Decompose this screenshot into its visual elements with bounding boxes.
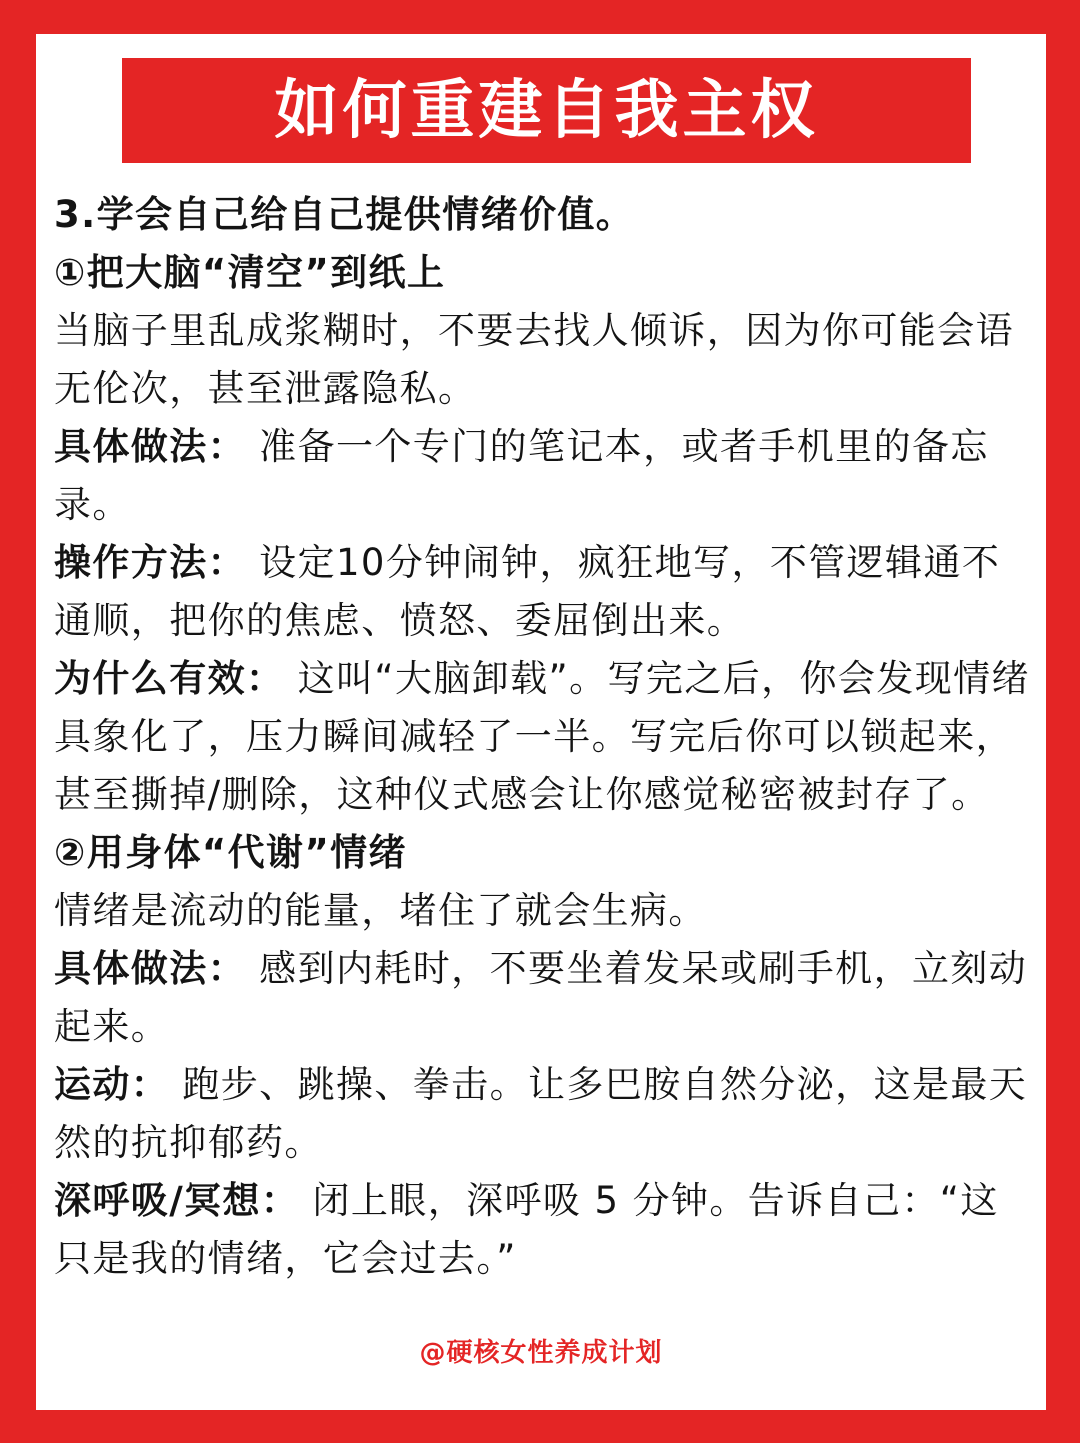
part2-sport-text: 跑步、跳操、拳击。让多巴胺自然分泌，这是最天然的抗抑郁药。 (54, 1063, 1028, 1164)
part1-method-text: 设定10分钟闹钟，疯狂地写，不管逻辑通不通顺，把你的焦虑、愤怒、委屈倒出来。 (54, 541, 1001, 642)
part1-why-label: 为什么有效： (54, 657, 285, 700)
part2-how-paragraph (54, 940, 1034, 1056)
part2-heading: ②用身体“代谢”情绪 (54, 831, 407, 874)
part1-heading: ①把大脑“清空”到纸上 (54, 251, 446, 294)
title-banner (122, 58, 971, 163)
part1-how-paragraph (54, 418, 1034, 534)
part1-why-text: 这叫“大脑卸载”。写完之后，你会发现情绪具象化了，压力瞬间减轻了一半。写完后你可以锁起来，甚至撕掉/删除，这种仪式感会让你感觉秘密被封存了。 (54, 657, 1030, 816)
part2-breath-paragraph (54, 1172, 1034, 1288)
part2-breath-label: 深呼吸/冥想： (54, 1179, 300, 1222)
part1-intro: 当脑子里乱成浆糊时，不要去找人倾诉，因为你可能会语无伦次，甚至泄露隐私。 (54, 309, 1014, 410)
part1-method-paragraph (54, 534, 1034, 650)
part1-why-paragraph (54, 650, 1034, 824)
page-title: 如何重建自我主权 (274, 73, 819, 148)
section-heading: 3.学会自己给自己提供情绪价值。 (54, 193, 635, 236)
part1-how-text: 准备一个专门的笔记本，或者手机里的备忘录。 (54, 425, 989, 526)
part1-method-label: 操作方法： (54, 541, 246, 584)
part2-sport-paragraph (54, 1056, 1034, 1172)
content-card (36, 34, 1046, 1410)
part2-breath-text: 闭上眼，深呼吸 5 分钟。告诉自己：“这只是我的情绪，它会过去。” (54, 1179, 999, 1280)
part2-how-label: 具体做法： (54, 947, 246, 990)
part2-how-text: 感到内耗时，不要坐着发呆或刷手机，立刻动起来。 (54, 947, 1028, 1048)
part2-intro: 情绪是流动的能量，堵住了就会生病。 (54, 889, 707, 932)
author-watermark: @硬核女性养成计划 (419, 1338, 663, 1368)
part2-sport-label: 运动： (54, 1063, 170, 1106)
part1-how-label: 具体做法： (54, 425, 246, 468)
article-body (54, 186, 1034, 1288)
